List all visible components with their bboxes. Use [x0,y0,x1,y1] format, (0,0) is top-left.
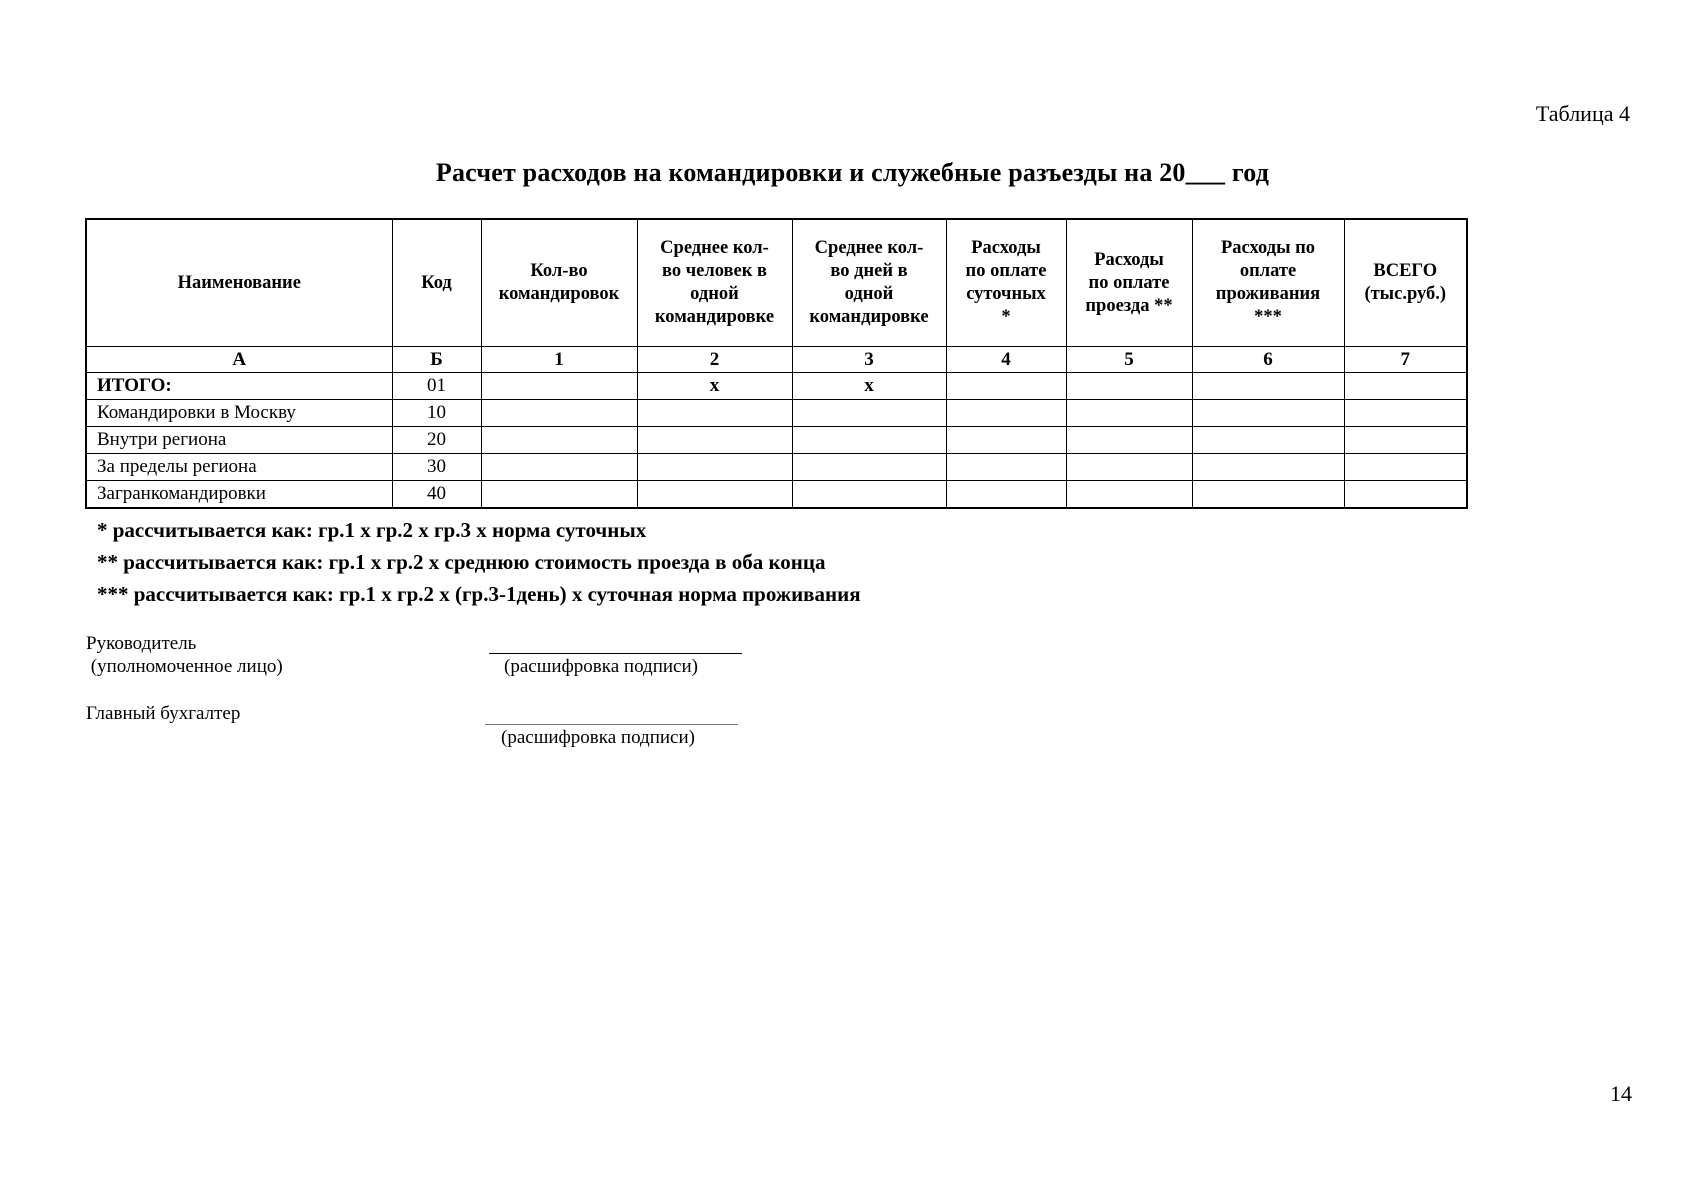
table-cell[interactable] [1192,481,1344,509]
table-cell[interactable] [481,427,637,454]
header-line: командировке [809,307,929,327]
table-label: Таблица 4 [1535,101,1630,126]
head-signature-sublabel: (уполномоченное лицо) [86,656,283,677]
table-cell: х [792,373,946,400]
header-line: ВСЕГО [1373,261,1438,281]
table-cell[interactable] [792,454,946,481]
header-row [86,219,1467,347]
header-line: проживания [1215,284,1321,304]
header-line: * [1001,307,1011,327]
head-signature-caption: (расшифровка подписи) [504,656,698,677]
column-number-row [86,347,1467,373]
table-cell[interactable] [1066,400,1192,427]
header-trips-count [481,219,637,347]
header-line: во дней в [830,261,908,281]
header-line: Расходы [1094,249,1164,270]
header-line: суточных [966,284,1046,304]
header-code [392,219,481,347]
row-name: Загранкомандировки [86,481,392,509]
table-cell[interactable] [1066,481,1192,509]
head-signature-label: Руководитель [86,633,197,654]
header-line: командировок [498,284,620,304]
accountant-signature-line[interactable] [485,724,738,725]
table-cell[interactable] [1344,427,1467,454]
header-line: Расходы по [1220,238,1316,258]
row-name: ИТОГО: [86,373,392,400]
table-row [86,400,1467,427]
row-code: 40 [392,481,481,509]
header-daily-allowance [946,219,1066,347]
column-number: 7 [1344,347,1467,373]
column-number: А [86,347,392,373]
header-line: Код [421,272,452,293]
table-cell[interactable] [637,454,792,481]
column-number: 2 [637,347,792,373]
header-line: (тыс.руб.) [1364,284,1447,304]
table-row-total [86,373,1467,400]
table-cell[interactable] [946,427,1066,454]
table-cell[interactable] [1192,427,1344,454]
table-cell[interactable] [792,400,946,427]
table-cell[interactable] [481,400,637,427]
header-line: оплате [1239,261,1297,281]
header-line: по оплате [965,261,1047,281]
header-avg-days [792,219,946,347]
header-line: проезда ** [1085,295,1173,316]
table-cell[interactable] [481,373,637,400]
column-number: 1 [481,347,637,373]
header-line: Расходы [971,238,1041,258]
row-code: 10 [392,400,481,427]
table-cell[interactable] [637,427,792,454]
header-line: *** [1254,307,1282,327]
row-code: 30 [392,454,481,481]
row-code: 01 [392,373,481,400]
table-cell[interactable] [946,400,1066,427]
header-line: во человек в [661,261,768,281]
table-cell[interactable] [1066,373,1192,400]
row-code: 20 [392,427,481,454]
header-line: по оплате [1088,272,1170,293]
header-line: командировке [654,307,775,327]
table-cell[interactable] [946,454,1066,481]
header-accommodation-cost [1192,219,1344,347]
footnote-daily-allowance: * рассчитывается как: гр.1 х гр.2 х гр.3 х норма суточных [97,518,647,542]
header-total [1344,219,1467,347]
table-cell[interactable] [792,427,946,454]
table-cell[interactable] [792,481,946,509]
header-line: Среднее кол- [814,238,924,258]
column-number: 3 [792,347,946,373]
row-name: За пределы региона [86,454,392,481]
column-number: 4 [946,347,1066,373]
footnote-travel: ** рассчитывается как: гр.1 х гр.2 х среднюю стоимость проезда в оба конца [97,550,826,574]
table-cell[interactable] [1066,454,1192,481]
footnote-accommodation: *** рассчитывается как: гр.1 х гр.2 х (гр.3-1день) х суточная норма проживания [97,582,861,606]
accountant-signature-label: Главный бухгалтер [86,703,241,724]
row-name: Внутри региона [86,427,392,454]
page-number: 14 [1610,1081,1632,1106]
table-row [86,454,1467,481]
column-number: 5 [1066,347,1192,373]
table-row [86,481,1467,509]
header-avg-people [637,219,792,347]
table-cell[interactable] [481,454,637,481]
header-line: Среднее кол- [660,238,769,258]
table-cell[interactable] [946,373,1066,400]
table-cell[interactable] [1344,481,1467,509]
header-travel-cost [1066,219,1192,347]
table-cell: х [637,373,792,400]
table-cell[interactable] [1192,400,1344,427]
table-cell[interactable] [1192,454,1344,481]
header-line: одной [690,284,739,304]
table-cell[interactable] [637,400,792,427]
expense-table [85,218,1468,509]
row-name: Командировки в Москву [86,400,392,427]
column-number: Б [392,347,481,373]
table-row [86,427,1467,454]
footnotes [97,516,861,612]
header-name [86,219,392,347]
table-cell[interactable] [1344,454,1467,481]
table-cell[interactable] [481,481,637,509]
column-number: 6 [1192,347,1344,373]
table-cell[interactable] [1344,373,1467,400]
table-cell[interactable] [1344,400,1467,427]
head-signature-line[interactable] [489,653,742,654]
table-cell[interactable] [1066,427,1192,454]
table-cell[interactable] [637,481,792,509]
page-title: Расчет расходов на командировки и служебные разъезды на 20___ год [435,158,1270,187]
header-line: Кол-во [530,261,588,281]
table-cell[interactable] [946,481,1066,509]
accountant-signature-caption: (расшифровка подписи) [501,727,695,748]
table-cell[interactable] [1192,373,1344,400]
header-line: Наименование [177,272,301,293]
header-line: одной [844,284,894,304]
